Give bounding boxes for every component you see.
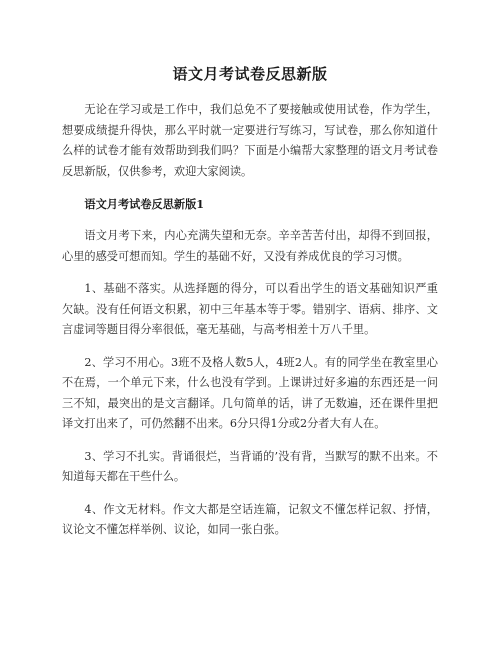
- body-paragraph-4: 3、学习不扎实。背诵很烂，当背诵的’没有背，当默写的默不出来。不知道每天都在干些什么。: [62, 449, 438, 483]
- intro-paragraph: 无论在学习或是工作中，我们总免不了要接触或使用试卷，作为学生，想要成绩提升得快，那么平时就一定要进行写练习，写试卷，那么你知道什么样的试卷才能有效帮助到我们吗？下面是小编帮大家整理的语文月考试卷反思新版，仅供参考，欢迎大家阅读。: [62, 103, 438, 178]
- body-paragraph-3: 2、学习不用心。3班不及格人数5人，4班2人。有的同学坐在教室里心不在焉，一个单元下来，什么也没有学到。上课讲过好多遍的东西还是一问三不知，最突出的是文言翻译。几句简单的话，讲了无数遍，还在课件里把译文打出来了，可仍然翻不出来。6分只得1分或2分者大有人在。: [62, 355, 438, 430]
- document-title: 语文月考试卷反思新版: [172, 65, 328, 83]
- body-paragraph-1: 语文月考下来，内心充满失望和无奈。辛辛苦苦付出，却得不到回报，心里的感受可想而知。学生的基础不好，又没有养成优良的学习习惯。: [62, 229, 438, 263]
- section-heading: 语文月考试卷反思新版1: [84, 197, 205, 211]
- body-paragraph-2: 1、基础不落实。从选择题的得分，可以看出学生的语文基础知识严重欠缺。没有任何语文积累，初中三年基本等于零。错别字、语病、排序、文言虚词等题目得分率很低，毫无基础，与高考相差十万八千里。: [62, 282, 438, 336]
- body-paragraph-5: 4、作文无材料。作文大都是空话连篇，记叙文不懂怎样记叙、抒情，议论文不懂怎样举例、议论，如同一张白张。: [62, 502, 438, 536]
